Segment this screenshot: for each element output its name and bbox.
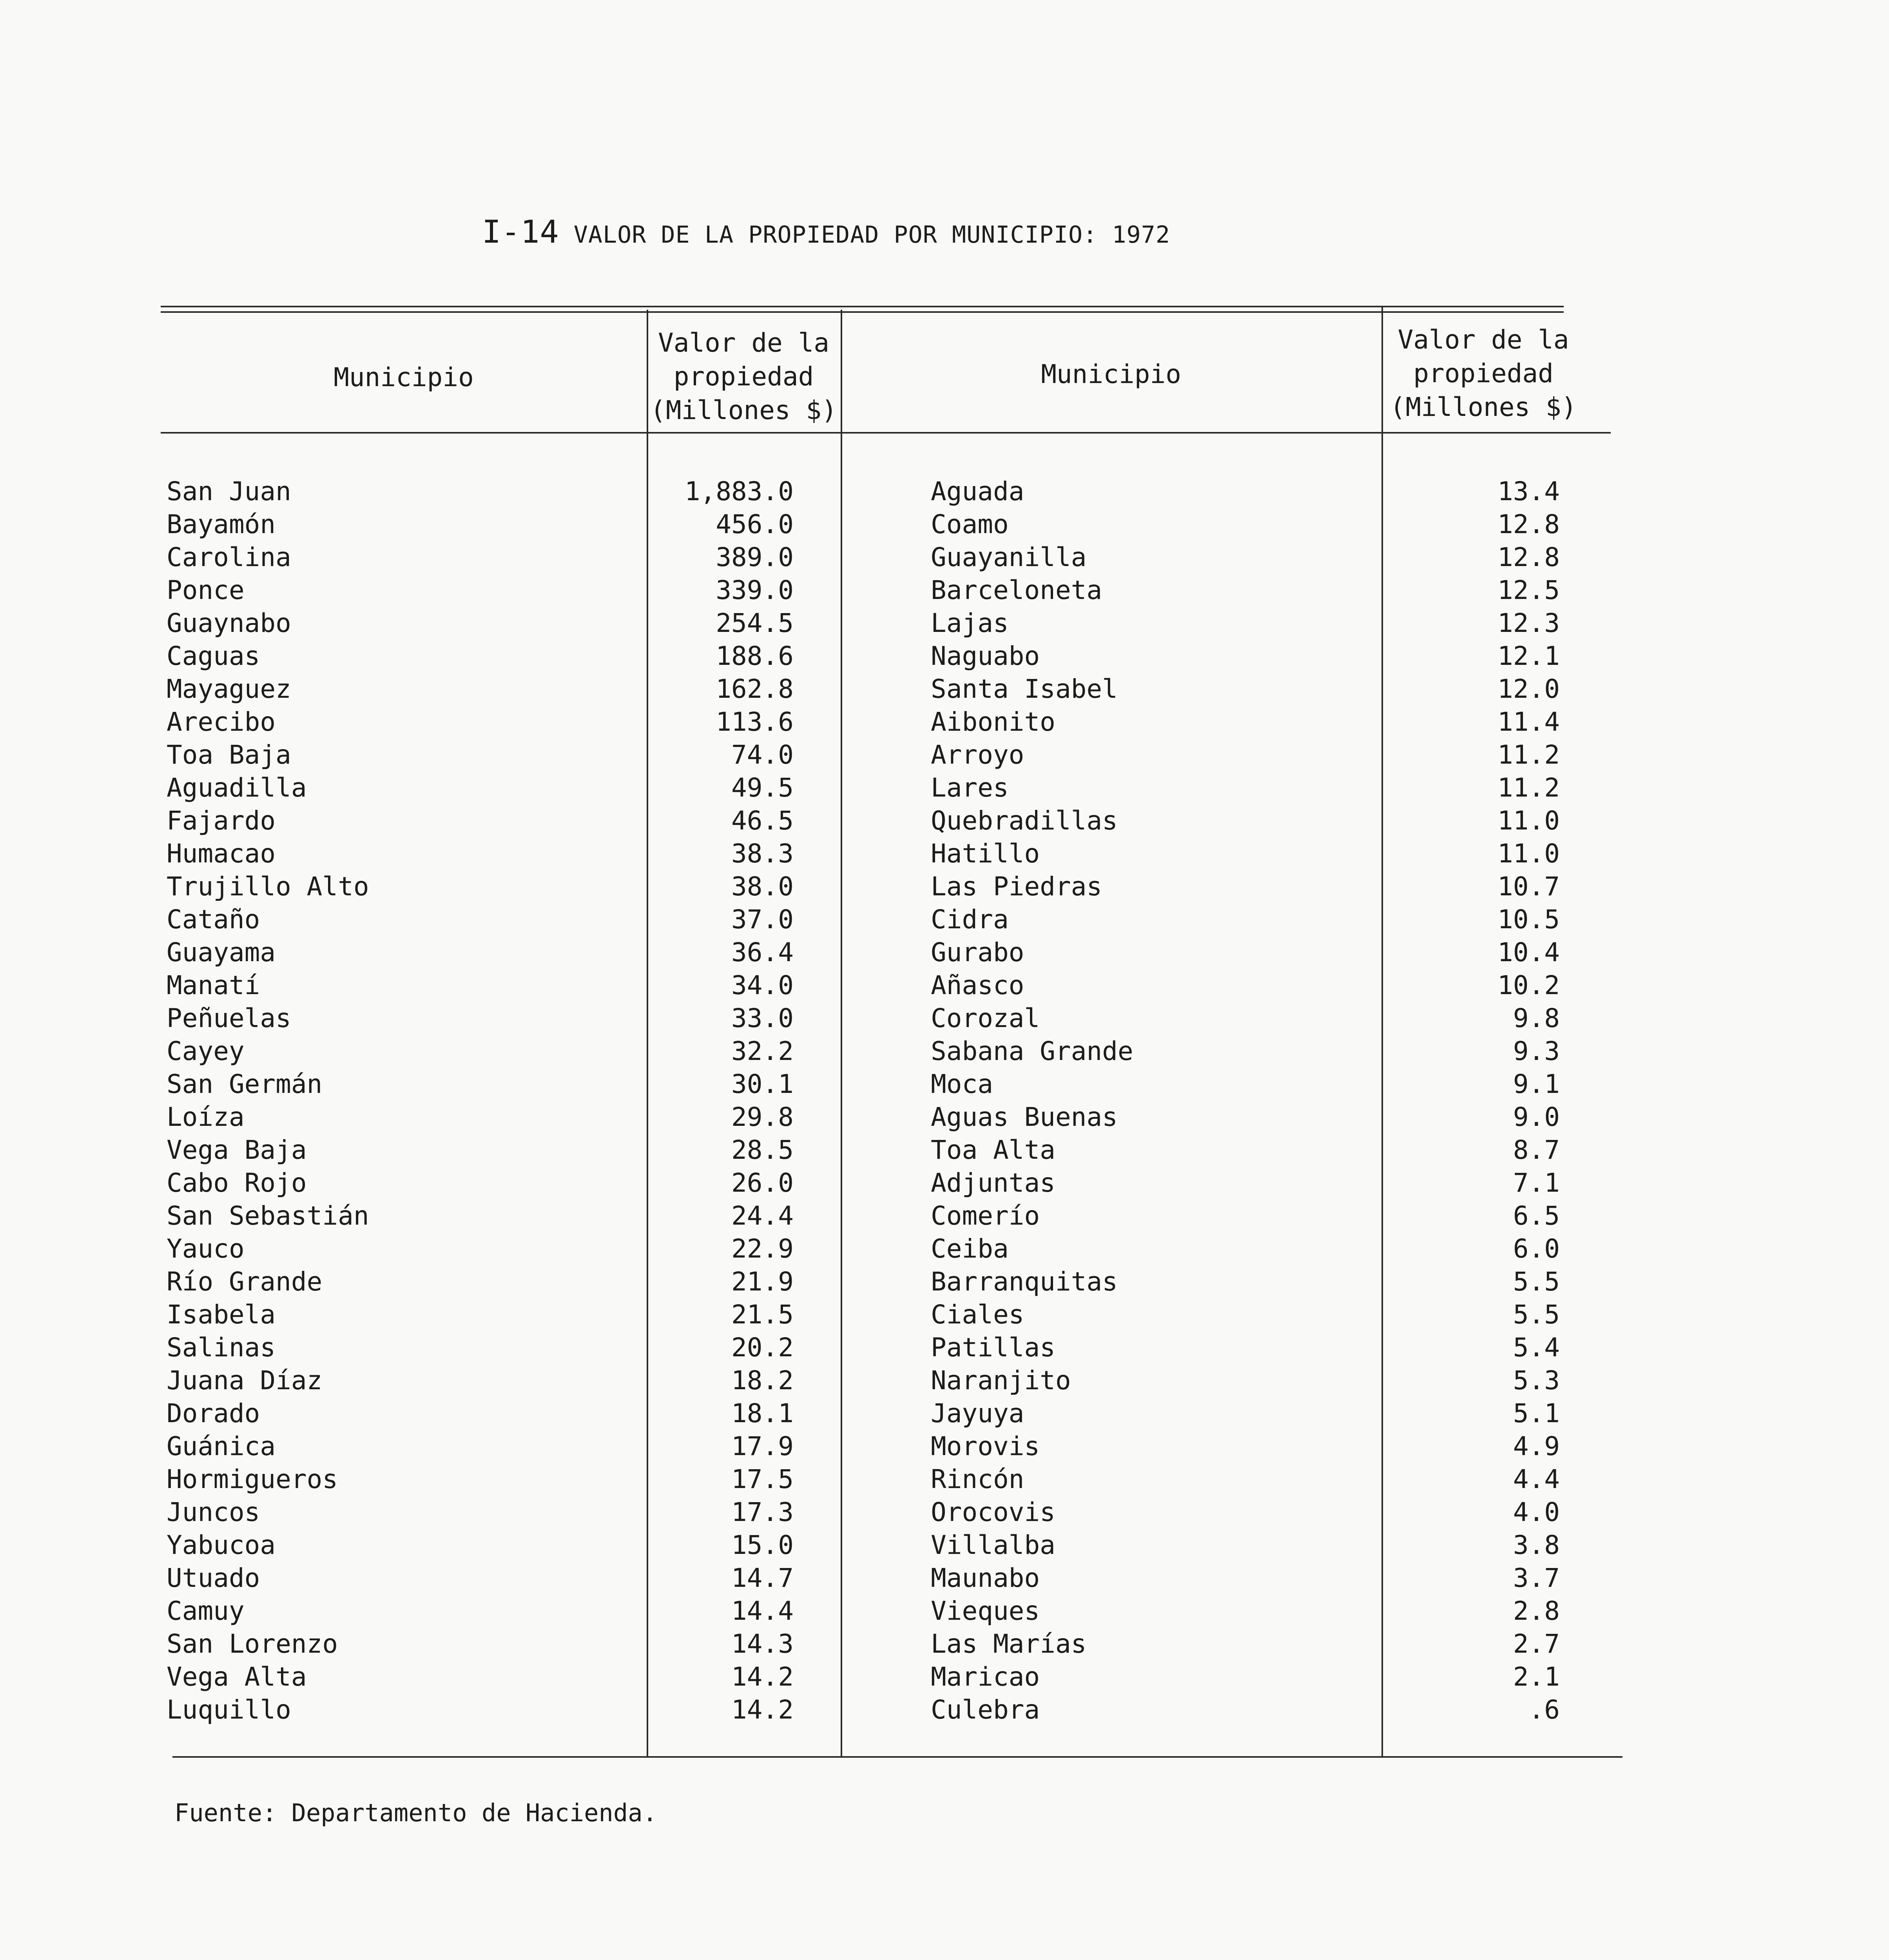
- municipio-name: Las Marías: [931, 1629, 1087, 1659]
- municipio-name: Arecibo: [167, 707, 276, 737]
- municipio-name: Adjuntas: [931, 1168, 1055, 1198]
- header-municipio-left: Municipio: [334, 362, 474, 392]
- municipio-name: Yabucoa: [167, 1530, 276, 1560]
- property-value: 24.4: [731, 1201, 794, 1231]
- municipio-name: Cataño: [167, 904, 260, 935]
- municipio-name: Corozal: [931, 1003, 1040, 1033]
- municipio-name: Moca: [931, 1069, 993, 1099]
- municipio-name: Guayanilla: [931, 542, 1087, 572]
- municipio-name: Utuado: [167, 1563, 260, 1593]
- left-value-column: [651, 475, 794, 1726]
- property-value: 12.8: [1497, 509, 1560, 539]
- municipio-name: Rincón: [931, 1464, 1024, 1494]
- municipio-name: Culebra: [931, 1695, 1040, 1725]
- municipio-name: Isabela: [167, 1299, 276, 1330]
- table-number: I-14: [482, 214, 559, 250]
- property-value: 32.2: [731, 1036, 794, 1066]
- municipio-name: Orocovis: [931, 1497, 1055, 1527]
- municipio-name: Vega Alta: [167, 1662, 307, 1692]
- property-value: 12.8: [1497, 542, 1560, 572]
- property-value: 11.2: [1497, 773, 1560, 803]
- header-valor-right-line3: (Millones $): [1390, 392, 1577, 422]
- municipio-name: Comerío: [931, 1201, 1040, 1231]
- municipio-name: Juncos: [167, 1497, 260, 1527]
- property-value: 14.3: [731, 1629, 794, 1659]
- municipio-name: Toa Alta: [931, 1135, 1055, 1165]
- property-value: 18.2: [731, 1365, 794, 1396]
- municipio-name: Morovis: [931, 1431, 1040, 1461]
- municipio-name: Ciales: [931, 1299, 1024, 1330]
- property-value: 5.5: [1513, 1299, 1560, 1330]
- municipio-name: Guayama: [167, 937, 276, 967]
- property-value: 10.2: [1497, 970, 1560, 1000]
- header-valor-right: [1381, 323, 1585, 424]
- top-double-rule-1: [161, 306, 1564, 307]
- property-value: 3.8: [1513, 1530, 1560, 1560]
- municipio-name: Naguabo: [931, 641, 1040, 671]
- property-value: 20.2: [731, 1332, 794, 1363]
- property-value: 4.0: [1513, 1497, 1560, 1527]
- property-value: 339.0: [716, 575, 794, 605]
- property-value: 3.7: [1513, 1563, 1560, 1593]
- municipio-name: Loíza: [167, 1102, 245, 1132]
- municipio-name: Carolina: [167, 542, 291, 572]
- table-title: [482, 214, 1170, 250]
- table-bottom-rule: [172, 1756, 1623, 1758]
- municipio-name: Maricao: [931, 1662, 1040, 1692]
- municipio-name: Cayey: [167, 1036, 245, 1066]
- header-valor-left-line2: propiedad: [673, 361, 814, 392]
- municipio-name: Camuy: [167, 1596, 245, 1626]
- property-value: 21.9: [731, 1267, 794, 1297]
- header-valor-right-line1: Valor de la: [1398, 325, 1569, 355]
- header-municipio-right: Municipio: [1041, 359, 1181, 389]
- property-value: 14.2: [731, 1662, 794, 1692]
- property-value: 26.0: [731, 1168, 794, 1198]
- municipio-name: San Germán: [167, 1069, 323, 1099]
- municipio-name: Villalba: [931, 1530, 1055, 1560]
- property-value: 13.4: [1497, 476, 1560, 506]
- property-value: 6.0: [1513, 1234, 1560, 1264]
- municipio-name: Mayaguez: [167, 674, 291, 704]
- property-value: 17.3: [731, 1497, 794, 1527]
- property-value: 29.8: [731, 1102, 794, 1132]
- property-value: 10.7: [1497, 871, 1560, 902]
- municipio-name: Jayuya: [931, 1398, 1024, 1428]
- divider-after-left-values: [841, 310, 842, 1757]
- municipio-name: Gurabo: [931, 937, 1024, 967]
- municipio-name: Aibonito: [931, 707, 1055, 737]
- top-double-rule-2: [161, 311, 1564, 313]
- municipio-name: San Sebastián: [167, 1201, 369, 1231]
- header-valor-left-line3: (Millones $): [650, 395, 837, 425]
- property-value: 4.9: [1513, 1431, 1560, 1461]
- property-value: 49.5: [731, 773, 794, 803]
- property-value: 5.3: [1513, 1365, 1560, 1396]
- divider-after-left-names: [647, 310, 648, 1757]
- property-value: .6: [1528, 1695, 1560, 1725]
- property-value: 17.9: [731, 1431, 794, 1461]
- municipio-name: Ponce: [167, 575, 245, 605]
- municipio-name: Río Grande: [167, 1267, 323, 1297]
- municipio-name: Aguada: [931, 476, 1024, 506]
- property-value: 5.4: [1513, 1332, 1560, 1363]
- property-value: 6.5: [1513, 1201, 1560, 1231]
- municipio-name: Barranquitas: [931, 1267, 1118, 1297]
- property-value: 11.0: [1497, 806, 1560, 836]
- property-value: 2.7: [1513, 1629, 1560, 1659]
- municipio-name: Dorado: [167, 1398, 260, 1428]
- property-value: 15.0: [731, 1530, 794, 1560]
- property-value: 46.5: [731, 806, 794, 836]
- municipio-name: Sabana Grande: [931, 1036, 1133, 1066]
- municipio-name: Yauco: [167, 1234, 245, 1264]
- municipio-name: Lares: [931, 773, 1009, 803]
- municipio-name: San Juan: [167, 476, 291, 506]
- property-value: 254.5: [716, 608, 794, 638]
- municipio-name: Caguas: [167, 641, 260, 671]
- property-value: 5.1: [1513, 1398, 1560, 1428]
- municipio-name: Arroyo: [931, 740, 1024, 770]
- municipio-name: Guánica: [167, 1431, 276, 1461]
- property-value: 37.0: [731, 904, 794, 935]
- property-value: 12.1: [1497, 641, 1560, 671]
- municipio-name: Maunabo: [931, 1563, 1040, 1593]
- property-value: 22.9: [731, 1234, 794, 1264]
- municipio-name: Las Piedras: [931, 871, 1102, 902]
- table-title-text: VALOR DE LA PROPIEDAD POR MUNICIPIO: 1972: [573, 221, 1170, 249]
- property-value: 9.3: [1513, 1036, 1560, 1066]
- property-value: 9.8: [1513, 1003, 1560, 1033]
- property-value: 8.7: [1513, 1135, 1560, 1165]
- municipio-name: Guaynabo: [167, 608, 291, 638]
- municipio-name: Patillas: [931, 1332, 1055, 1363]
- property-value: 11.0: [1497, 838, 1560, 869]
- property-value: 2.1: [1513, 1662, 1560, 1692]
- property-value: 10.5: [1497, 904, 1560, 935]
- municipio-name: Vieques: [931, 1596, 1040, 1626]
- property-value: 12.0: [1497, 674, 1560, 704]
- property-value: 9.1: [1513, 1069, 1560, 1099]
- property-value: 17.5: [731, 1464, 794, 1494]
- property-value: 4.4: [1513, 1464, 1560, 1494]
- municipio-name: San Lorenzo: [167, 1629, 338, 1659]
- municipio-name: Hatillo: [931, 838, 1040, 869]
- property-value: 389.0: [716, 542, 794, 572]
- municipio-name: Aguas Buenas: [931, 1102, 1118, 1132]
- municipio-name: Cabo Rojo: [167, 1168, 307, 1198]
- municipio-name: Luquillo: [167, 1695, 291, 1725]
- property-value: 33.0: [731, 1003, 794, 1033]
- property-value: 12.5: [1497, 575, 1560, 605]
- municipio-name: Naranjito: [931, 1365, 1071, 1396]
- property-value: 14.7: [731, 1563, 794, 1593]
- property-value: 11.4: [1497, 707, 1560, 737]
- property-value: 456.0: [716, 509, 794, 539]
- property-value: 36.4: [731, 937, 794, 967]
- municipio-name: Cidra: [931, 904, 1009, 935]
- municipio-name: Toa Baja: [167, 740, 291, 770]
- municipio-name: Quebradillas: [931, 806, 1118, 836]
- property-value: 14.2: [731, 1695, 794, 1725]
- header-bottom-rule: [161, 432, 1611, 434]
- property-value: 162.8: [716, 674, 794, 704]
- property-value: 30.1: [731, 1069, 794, 1099]
- property-value: 12.3: [1497, 608, 1560, 638]
- property-value: 14.4: [731, 1596, 794, 1626]
- property-value: 28.5: [731, 1135, 794, 1165]
- property-value: 5.5: [1513, 1267, 1560, 1297]
- municipio-name: Santa Isabel: [931, 674, 1118, 704]
- property-value: 7.1: [1513, 1168, 1560, 1198]
- municipio-name: Ceiba: [931, 1234, 1009, 1264]
- property-value: 9.0: [1513, 1102, 1560, 1132]
- property-value: 113.6: [716, 707, 794, 737]
- municipio-name: Peñuelas: [167, 1003, 291, 1033]
- header-valor-left: [647, 326, 841, 427]
- municipio-name: Fajardo: [167, 806, 276, 836]
- municipio-name: Hormigueros: [167, 1464, 338, 1494]
- property-value: 11.2: [1497, 740, 1560, 770]
- property-value: 18.1: [731, 1398, 794, 1428]
- municipio-name: Añasco: [931, 970, 1024, 1000]
- property-value: 21.5: [731, 1299, 794, 1330]
- municipio-name: Lajas: [931, 608, 1009, 638]
- property-value: 2.8: [1513, 1596, 1560, 1626]
- right-value-column: [1387, 475, 1560, 1726]
- header-valor-left-line1: Valor de la: [658, 328, 830, 358]
- property-value: 188.6: [716, 641, 794, 671]
- municipio-name: Bayamón: [167, 509, 276, 539]
- property-value: 74.0: [731, 740, 794, 770]
- property-value: 38.0: [731, 871, 794, 902]
- municipio-name: Aguadilla: [167, 773, 307, 803]
- municipio-name: Barceloneta: [931, 575, 1102, 605]
- municipio-name: Trujillo Alto: [167, 871, 369, 902]
- municipio-name: Coamo: [931, 509, 1009, 539]
- municipio-name: Humacao: [167, 838, 276, 869]
- property-value: 34.0: [731, 970, 794, 1000]
- municipio-name: Manatí: [167, 970, 260, 1000]
- header-valor-right-line2: propiedad: [1413, 358, 1554, 388]
- municipio-name: Salinas: [167, 1332, 276, 1363]
- property-value: 10.4: [1497, 937, 1560, 967]
- property-value: 1,883.0: [684, 476, 794, 506]
- municipio-name: Vega Baja: [167, 1135, 307, 1165]
- divider-after-right-names: [1381, 306, 1383, 1757]
- source-note: Fuente: Departamento de Hacienda.: [174, 1798, 657, 1827]
- left-municipio-column: [167, 475, 637, 1726]
- property-value: 38.3: [731, 838, 794, 869]
- right-municipio-column: [931, 475, 1370, 1726]
- municipio-name: Juana Díaz: [167, 1365, 323, 1396]
